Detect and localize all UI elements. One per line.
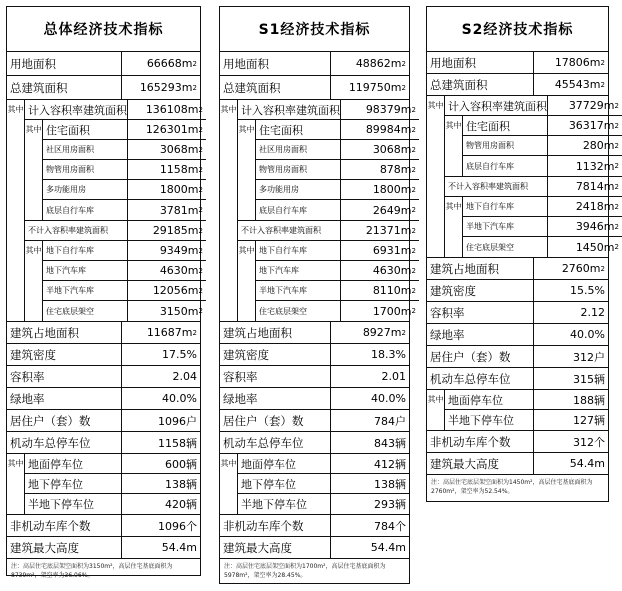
s1-indicators-panel [219, 6, 416, 584]
label: 容积率 [7, 366, 122, 387]
land-area-row [220, 52, 409, 76]
value: 138辆 [165, 477, 197, 491]
label: 地下自行车库 [43, 241, 128, 260]
label: 绿地率 [220, 388, 331, 409]
semi-parking-row [445, 410, 608, 430]
label: 住宅底层架空 [463, 237, 548, 257]
green-row [7, 388, 200, 410]
value: 3068m 2 [159, 143, 203, 156]
total-floor-row [427, 74, 608, 96]
label: 多功能用房 [256, 180, 341, 199]
value: 2.04 [172, 370, 197, 383]
label: 建筑密度 [427, 280, 534, 301]
label: 绿地率 [7, 388, 122, 409]
ug-bike-row [256, 241, 419, 261]
indicator-table [220, 51, 416, 583]
property-row [43, 160, 206, 180]
label: 总建筑面积 [7, 76, 122, 99]
group-label: 其中 [238, 120, 256, 220]
label: 地面停车位 [445, 390, 534, 409]
label: 建筑占地面积 [7, 322, 122, 343]
label: 不计入容积率建筑面积 [25, 221, 128, 240]
bike-count-row [427, 431, 608, 453]
ug-car-row [256, 261, 419, 281]
households-row [7, 410, 200, 432]
label: 地面停车位 [25, 454, 122, 473]
indicator-table [7, 51, 203, 583]
multifunction-row [43, 180, 206, 200]
value: 1158m 2 [159, 163, 203, 176]
label: 机动车总停车位 [7, 432, 122, 453]
panel-title: 总体经济技术指标 [43, 22, 164, 38]
value: 48862m 2 [355, 57, 406, 70]
residential-row [256, 120, 419, 140]
label: 建筑密度 [7, 344, 122, 365]
label: 半地下汽车库 [43, 281, 128, 300]
label: 半地下停车位 [445, 410, 534, 430]
group-label: 其中 [238, 241, 256, 321]
ug-bike-row [463, 197, 622, 217]
label: 建筑密度 [220, 344, 331, 365]
value: 315辆 [573, 372, 605, 386]
community-row [43, 140, 206, 160]
label: 总建筑面积 [427, 74, 534, 95]
label: 半地下汽车库 [463, 217, 548, 236]
far-included-group [25, 120, 206, 221]
value: 2760m 2 [561, 262, 605, 275]
bike-count-row [220, 515, 409, 537]
panel-title: S2经济技术指标 [461, 22, 574, 38]
value: 12056m 2 [152, 284, 203, 297]
far-row [220, 366, 409, 388]
bike-count-row [7, 515, 200, 537]
label: 容积率 [220, 366, 331, 387]
label: 机动车总停车位 [220, 432, 331, 453]
label: 底层自行车库 [463, 156, 548, 176]
households-row [427, 346, 608, 368]
value: 45543m 2 [554, 78, 605, 91]
value: 127辆 [573, 414, 605, 427]
semi-car-row [256, 281, 419, 301]
footprint-row [7, 322, 200, 344]
value: 29185m 2 [152, 224, 203, 237]
far-row [427, 302, 608, 324]
label: 物管用房面积 [463, 136, 548, 155]
label: 计入容积率建筑面积 [445, 96, 548, 115]
label: 居住户（套）数 [220, 410, 331, 431]
value: 21371m 2 [365, 224, 416, 237]
far-excluded-row [238, 221, 419, 241]
label: 多功能用房 [43, 180, 128, 199]
height-row [427, 453, 608, 475]
stilt-row [256, 301, 419, 321]
total-floor-row [7, 76, 200, 100]
value: 36317m 2 [568, 119, 619, 132]
stilt-row [463, 237, 622, 257]
height-row [7, 537, 200, 559]
group-label: 其中 [7, 100, 25, 321]
bottom-bike-row [256, 200, 419, 220]
label: 非机动车库个数 [7, 515, 122, 536]
value: 98379m 2 [365, 103, 416, 116]
value: 312个 [573, 435, 605, 449]
value: 40.0% [570, 328, 605, 341]
group-label: 其中 [25, 120, 43, 220]
group-label: 其中 [445, 197, 463, 257]
label: 地下停车位 [25, 474, 122, 493]
parking-breakdown-group [7, 454, 200, 515]
label: 居住户（套）数 [427, 346, 534, 367]
value: 1158辆 [158, 436, 197, 450]
label: 底层自行车库 [43, 200, 128, 220]
value: 1700m 2 [372, 304, 416, 318]
far-included-group [238, 120, 419, 221]
value: 1800m 2 [372, 183, 416, 196]
value: 126301m 2 [145, 123, 203, 136]
ground-parking-row [445, 390, 608, 410]
value: 2.12 [580, 306, 605, 319]
label: 半地下停车位 [238, 494, 331, 514]
value: 40.0% [162, 392, 197, 405]
value: 7814m 2 [575, 180, 619, 193]
label: 建筑占地面积 [220, 322, 331, 343]
total-indicators-panel [6, 6, 203, 579]
far-included-row [445, 96, 622, 116]
label: 地下自行车库 [463, 197, 548, 216]
value: 138辆 [374, 477, 406, 491]
label: 计入容积率建筑面积 [25, 100, 128, 119]
footnote: 注：高层住宅底层架空面积为1700m²，高层住宅基底面积为5978m²，架空率为28.45%。 [224, 563, 386, 579]
group-label: 其中 [220, 454, 238, 514]
label: 住宅面积 [256, 120, 341, 139]
value: 293辆 [374, 498, 406, 511]
label: 建筑最大高度 [427, 453, 534, 474]
value: 1800m 2 [159, 183, 203, 196]
value: 2.01 [381, 370, 406, 383]
total-floor-row [220, 76, 409, 100]
green-row [427, 324, 608, 346]
value: 878m 2 [379, 163, 416, 176]
parking-row [7, 432, 200, 454]
value: 188辆 [573, 393, 605, 407]
value: 2649m 2 [372, 203, 416, 217]
value: 6931m 2 [372, 244, 416, 257]
floor-breakdown-group [220, 100, 416, 322]
label: 用地面积 [7, 52, 122, 75]
label: 住宅面积 [43, 120, 128, 139]
value: 843辆 [374, 436, 406, 450]
value: 3781m 2 [159, 203, 203, 217]
label: 底层自行车库 [256, 200, 341, 220]
label: 地下汽车库 [43, 261, 128, 280]
value: 420辆 [165, 498, 197, 511]
label: 建筑最大高度 [7, 537, 122, 558]
value: 1132m 2 [575, 159, 619, 173]
height-row [220, 537, 409, 559]
label: 非机动车库个数 [427, 431, 534, 452]
value: 4630m 2 [159, 264, 203, 277]
density-row [220, 344, 409, 366]
value: 784个 [374, 519, 406, 533]
property-row [463, 136, 622, 156]
group-label: 其中 [445, 116, 463, 176]
parking-row [220, 432, 409, 454]
value: 3946m 2 [575, 220, 619, 233]
value: 1450m 2 [575, 240, 619, 254]
label: 不计入容积率建筑面积 [238, 221, 341, 240]
ug-parking-row [238, 474, 409, 494]
far-included-row [25, 100, 206, 120]
label: 半地下汽车库 [256, 281, 341, 300]
label: 地下停车位 [238, 474, 331, 493]
semi-car-row [43, 281, 206, 301]
label: 用地面积 [427, 52, 534, 73]
value: 4630m 2 [372, 264, 416, 277]
value: 8927m 2 [362, 326, 406, 339]
s2-indicators-panel [426, 6, 619, 502]
label: 半地下停车位 [25, 494, 122, 514]
value: 89984m 2 [365, 123, 416, 136]
value: 11687m 2 [146, 326, 197, 339]
value: 280m 2 [582, 139, 619, 152]
semi-parking-row [238, 494, 409, 514]
green-row [220, 388, 409, 410]
label: 地下自行车库 [256, 241, 341, 260]
value: 312户 [573, 350, 605, 364]
value: 15.5% [570, 284, 605, 297]
parking-row [427, 368, 608, 390]
multifunction-row [256, 180, 419, 200]
label: 物管用房面积 [43, 160, 128, 179]
value: 1096个 [158, 519, 197, 533]
label: 绿地率 [427, 324, 534, 345]
value: 17.5% [162, 348, 197, 361]
value: 8110m 2 [372, 284, 416, 297]
value: 66668m 2 [146, 57, 197, 70]
value: 600辆 [165, 457, 197, 471]
label: 建筑占地面积 [427, 258, 534, 279]
far-excluded-group [238, 241, 419, 321]
value: 2418m 2 [575, 200, 619, 213]
residential-row [463, 116, 622, 136]
value: 54.4m [161, 541, 197, 554]
far-excluded-group [445, 197, 622, 257]
bottom-bike-row [43, 200, 206, 220]
label: 机动车总停车位 [427, 368, 534, 389]
bottom-bike-row [463, 156, 622, 176]
label: 总建筑面积 [220, 76, 331, 99]
value: 37729m 2 [568, 99, 619, 112]
far-excluded-row [25, 221, 206, 241]
parking-breakdown-group [220, 454, 409, 515]
group-label: 其中 [427, 96, 445, 257]
value: 40.0% [371, 392, 406, 405]
value: 412辆 [374, 457, 406, 471]
residential-row [43, 120, 206, 140]
floor-breakdown-group [7, 100, 203, 322]
label: 非机动车库个数 [220, 515, 331, 536]
density-row [7, 344, 200, 366]
value: 54.4m [370, 541, 406, 554]
value: 784户 [374, 414, 406, 428]
label: 地面停车位 [238, 454, 331, 473]
value: 136108m 2 [145, 103, 203, 116]
footprint-row [220, 322, 409, 344]
stilt-row [43, 301, 206, 321]
community-row [256, 140, 419, 160]
value: 18.3% [371, 348, 406, 361]
label: 社区用房面积 [256, 140, 341, 159]
label: 物管用房面积 [256, 160, 341, 179]
label: 住宅面积 [463, 116, 548, 135]
far-excluded-group [25, 241, 206, 321]
parking-breakdown-group [427, 390, 608, 431]
label: 住宅底层架空 [43, 301, 128, 321]
far-included-row [238, 100, 419, 120]
group-label: 其中 [7, 454, 25, 514]
group-label: 其中 [427, 390, 445, 430]
group-label: 其中 [25, 241, 43, 321]
label: 社区用房面积 [43, 140, 128, 159]
footprint-row [427, 258, 608, 280]
land-area-row [427, 52, 608, 74]
label: 容积率 [427, 302, 534, 323]
ug-car-row [43, 261, 206, 281]
property-row [256, 160, 419, 180]
far-included-group [445, 116, 622, 177]
label: 住宅底层架空 [256, 301, 341, 321]
group-label: 其中 [220, 100, 238, 321]
semi-car-row [463, 217, 622, 237]
land-area-row [7, 52, 200, 76]
label: 计入容积率建筑面积 [238, 100, 341, 119]
panel-title: S1经济技术指标 [258, 22, 371, 38]
semi-parking-row [25, 494, 200, 514]
households-row [220, 410, 409, 432]
value: 119750m 2 [348, 81, 406, 94]
value: 165293m 2 [139, 81, 197, 94]
ground-parking-row [25, 454, 200, 474]
label: 居住户（套）数 [7, 410, 122, 431]
ug-parking-row [25, 474, 200, 494]
label: 用地面积 [220, 52, 331, 75]
label: 不计入容积率建筑面积 [445, 177, 548, 196]
far-excluded-row [445, 177, 622, 197]
indicator-table [427, 51, 619, 499]
label: 建筑最大高度 [220, 537, 331, 558]
floor-breakdown-group [427, 96, 619, 258]
value: 9349m 2 [159, 244, 203, 257]
value: 3068m 2 [372, 143, 416, 156]
footnote: 注：高层住宅底层架空面积为3150m²，高层住宅基底面积为8739m²，架空率为36.06%。 [11, 563, 173, 579]
value: 17806m 2 [554, 56, 605, 69]
value: 54.4m [569, 457, 605, 470]
value: 3150m 2 [159, 304, 203, 318]
density-row [427, 280, 608, 302]
far-row [7, 366, 200, 388]
value: 1096户 [158, 414, 197, 428]
ug-bike-row [43, 241, 206, 261]
label: 地下汽车库 [256, 261, 341, 280]
footnote: 注：高层住宅底层架空面积为1450m²，高层住宅基底面积为2760m²，架空率为52.54%。 [431, 479, 593, 495]
ground-parking-row [238, 454, 409, 474]
